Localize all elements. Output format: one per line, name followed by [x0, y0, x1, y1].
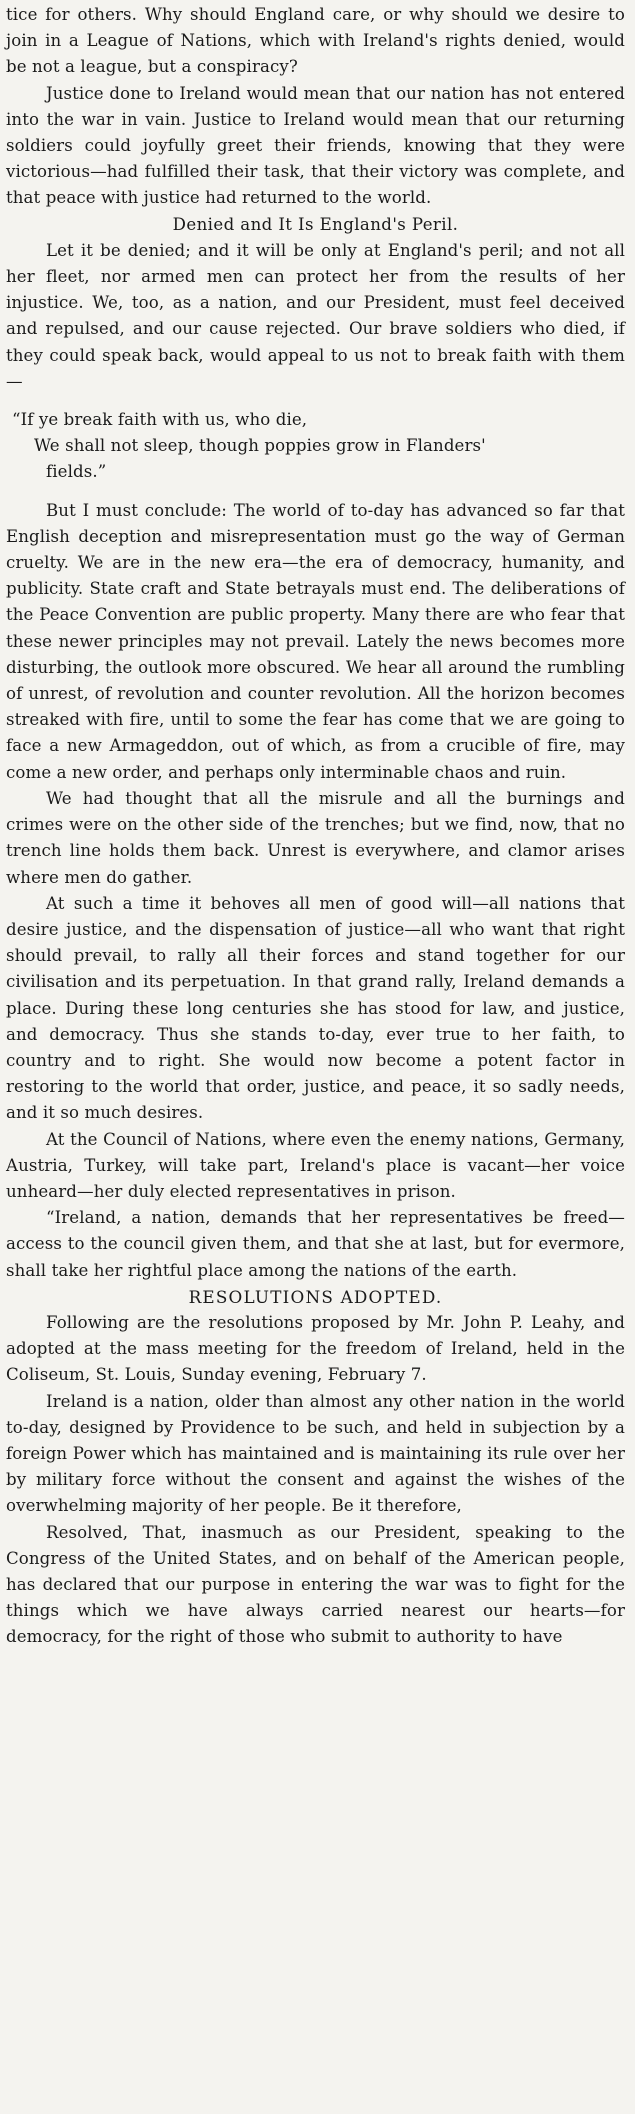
paragraph: Let it be denied; and it will be only at England's peril; and not all her fleet, nor armed men can protect her from the results of her injustice. We, too, as a nation, and our President, must feel deceived and repulsed, and our cause rejected. Our brave soldiers who died, if they could speak back, would appeal to us not to break faith with them— [6, 240, 625, 391]
poem-line: We shall not sleep, though poppies grow in Flanders' [34, 436, 486, 456]
paragraph: Resolved, That, inasmuch as our President, speaking to the Congress of the United States, and on behalf of the American people, has declared that our purpose in entering the war was to fight for the things which we have always carried nearest our hearts—for democracy, for the right of those who submit to authority to have [6, 1522, 625, 1647]
paragraph: tice for others. Why should England care, or why should we desire to join in a League of Nations, which with Ireland's rights denied, would be not a league, but a conspiracy? [6, 5, 625, 77]
paragraph: We had thought that all the misrule and all the burnings and crimes were on the other side of the trenches; but we find, now, that no trench line holds them back. Unrest is everywhere, and clamor arises where men do gather. [6, 788, 625, 887]
paragraph: At the Council of Nations, where even the enemy nations, Germany, Austria, Turkey, will take part, Ireland's place is vacant—her voice unheard—her duly elected representatives in prison. [6, 1129, 625, 1201]
poem-line: fields.” [46, 462, 107, 482]
section-heading: RESOLUTIONS ADOPTED. [188, 1286, 443, 1307]
paragraph: Justice done to Ireland would mean that our nation has not entered into the war in vain. Justice to Ireland would mean that our returning soldiers could joyfully greet their friends, knowing that they were victorious—had fulfilled their task, that their victory was complete, and that peace with justice had returned to the world. [6, 83, 625, 208]
paragraph: At such a time it behoves all men of good will—all nations that desire justice, and the dispensation of justice—all who want that right should prevail, to rally all their forces and stand together for our civilisation and its perpetuation. In that grand rally, Ireland demands a place. During these long centuries she has stood for law, and justice, and democracy. Thus she stands to-day, ever true to her faith, to country and to right. She would now become a potent factor in restoring to the world that order, justice, and peace, it so sadly needs, and it so much desires. [6, 893, 625, 1123]
paragraph: “Ireland, a nation, demands that her representatives be freed—access to the council given them, and that she at last, but for evermore, shall take her rightful place among the nations of the earth. [6, 1208, 625, 1280]
paragraph: Following are the resolutions proposed by Mr. John P. Leahy, and adopted at the mass meeting for the freedom of Ireland, held in the Coliseum, St. Louis, Sunday evening, February 7. [6, 1312, 625, 1385]
poem-quote [6, 407, 625, 486]
poem-line: “If ye break faith with us, who die, [12, 410, 308, 430]
subheading: Denied and It Is England's Peril. [172, 214, 459, 234]
paragraph: Ireland is a nation, older than almost any other nation in the world to-day, designed by Providence to be such, and held in subjection by a foreign Power which has maintained and is maintaining its rule over her by military force without the consent and against the wishes of the overwhelming majority of her people. Be it therefore, [6, 1391, 625, 1516]
paragraph: But I must conclude: The world of to-day has advanced so far that English deception and misrepresentation must go the way of German cruelty. We are in the new era—the era of democracy, humanity, and publicity. State craft and State betrayals must end. The deliberations of the Peace Convention are public property. Many there are who fear that these newer principles may not prevail. Lately the news becomes more disturbing, the outlook more obscured. We hear all around the rumbling of unrest, of revolution and counter revolution. All the horizon becomes streaked with fire, until to some the fear has come that we are going to face a new Armageddon, out of which, as from a crucible of fire, may come a new order, and perhaps only interminable chaos and ruin. [6, 500, 625, 782]
